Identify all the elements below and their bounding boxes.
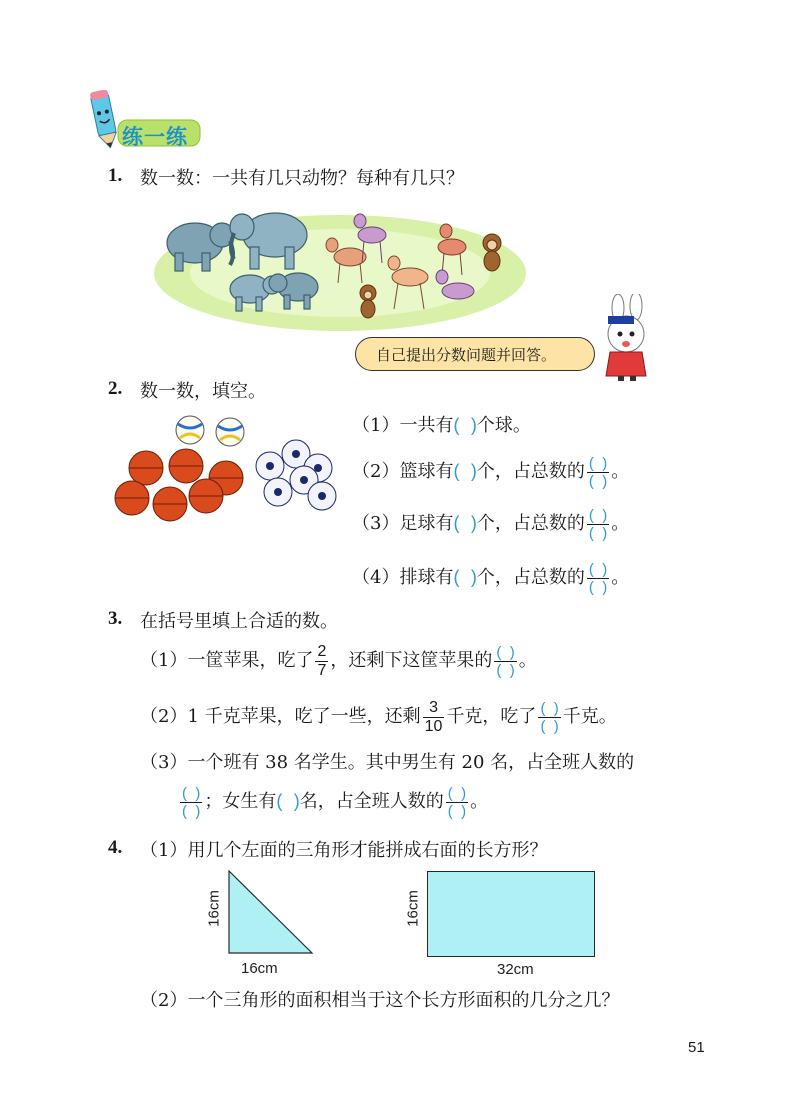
answer-blank[interactable]: ( )	[453, 513, 477, 533]
section-title: 练一练	[122, 126, 188, 149]
answer-blank[interactable]: ( )	[453, 567, 477, 587]
q2-item-4: （4）排球有( )个，占总数的 $\frac{( )}{( )}$ 。	[352, 554, 629, 600]
rabbit-mascot	[592, 294, 662, 382]
question-number: 4.	[108, 837, 123, 858]
triangle-figure	[228, 870, 314, 954]
q2-item-1: （1）一共有( )个球。	[352, 415, 531, 436]
answer-blank[interactable]: ( )	[453, 461, 477, 481]
animals-illustration	[150, 205, 530, 335]
question-text: 数一数：一共有几只动物？每种有几只？	[140, 168, 464, 189]
triangle-height-label: 16cm	[205, 890, 223, 927]
rectangle-height-label: 16cm	[404, 890, 422, 927]
fraction: $\frac{3}{10}$	[424, 698, 443, 735]
answer-fraction[interactable]: $\frac{( )}{( )}$	[496, 643, 515, 679]
q2-item-2: （2）篮球有( )个，占总数的 $\frac{( )}{( )}$ 。	[352, 448, 629, 494]
fraction: $\frac{2}{7}$	[317, 642, 327, 679]
triangle-base-label: 16cm	[241, 960, 278, 977]
page-number: 51	[688, 1039, 705, 1056]
q3-item-3-line1: （3）一个班有 38 名学生。其中男生有 20 名，占全班人数的	[140, 752, 635, 773]
answer-fraction[interactable]: $\frac{( )}{( )}$	[540, 699, 559, 735]
q3-item-1: （1）一筐苹果，吃了 $\frac{2}{7}$ ，还剩下这筐苹果的 $\frac{( )}{( )}$ 。	[140, 642, 537, 679]
answer-fraction[interactable]: $\frac{( )}{( )}$	[182, 784, 201, 820]
answer-blank[interactable]: ( )	[276, 791, 300, 811]
speech-bubble	[355, 337, 595, 371]
answer-fraction[interactable]: $\frac{( )}{( )}$	[588, 454, 608, 490]
question-number: 3.	[108, 608, 123, 629]
rectangle-width-label: 32cm	[497, 961, 534, 978]
answer-fraction[interactable]: $\frac{( )}{( )}$	[588, 560, 608, 596]
answer-blank[interactable]: ( )	[453, 415, 477, 435]
balls-illustration	[108, 410, 338, 525]
answer-fraction[interactable]: $\frac{( )}{( )}$	[588, 506, 608, 542]
answer-fraction[interactable]: $\frac{( )}{( )}$	[447, 784, 467, 820]
volleyball-icon	[216, 418, 244, 446]
section-header	[88, 90, 208, 152]
question-text: 在括号里填上合适的数。	[140, 611, 338, 632]
question-text: 数一数，填空。	[140, 381, 266, 402]
basketball-icon	[115, 449, 243, 521]
speech-text: 自己提出分数问题并回答。	[376, 346, 557, 364]
question-text: （1）用几个左面的三角形才能拼成右面的长方形？	[140, 840, 548, 861]
rabbit-icon	[592, 294, 662, 382]
q3-item-3-line2: $\frac{( )}{( )}$ ；女生有( )名，占全班人数的 $\frac{( )}{( )}$ 。	[178, 778, 488, 824]
question-text: （2）一个三角形的面积相当于这个长方形面积的几分之几？	[140, 990, 620, 1011]
q3-item-2: （2）1 千克苹果，吃了一些，还剩 $\frac{3}{10}$ 千克，吃了 $\frac{( )}{( )}$ 千克。	[140, 698, 617, 735]
volleyball-icon	[176, 416, 204, 444]
rectangle-figure	[427, 871, 595, 957]
question-number: 1.	[108, 165, 123, 186]
q2-item-3: （3）足球有( )个，占总数的 $\frac{( )}{( )}$ 。	[352, 500, 629, 546]
question-number: 2.	[108, 378, 123, 399]
